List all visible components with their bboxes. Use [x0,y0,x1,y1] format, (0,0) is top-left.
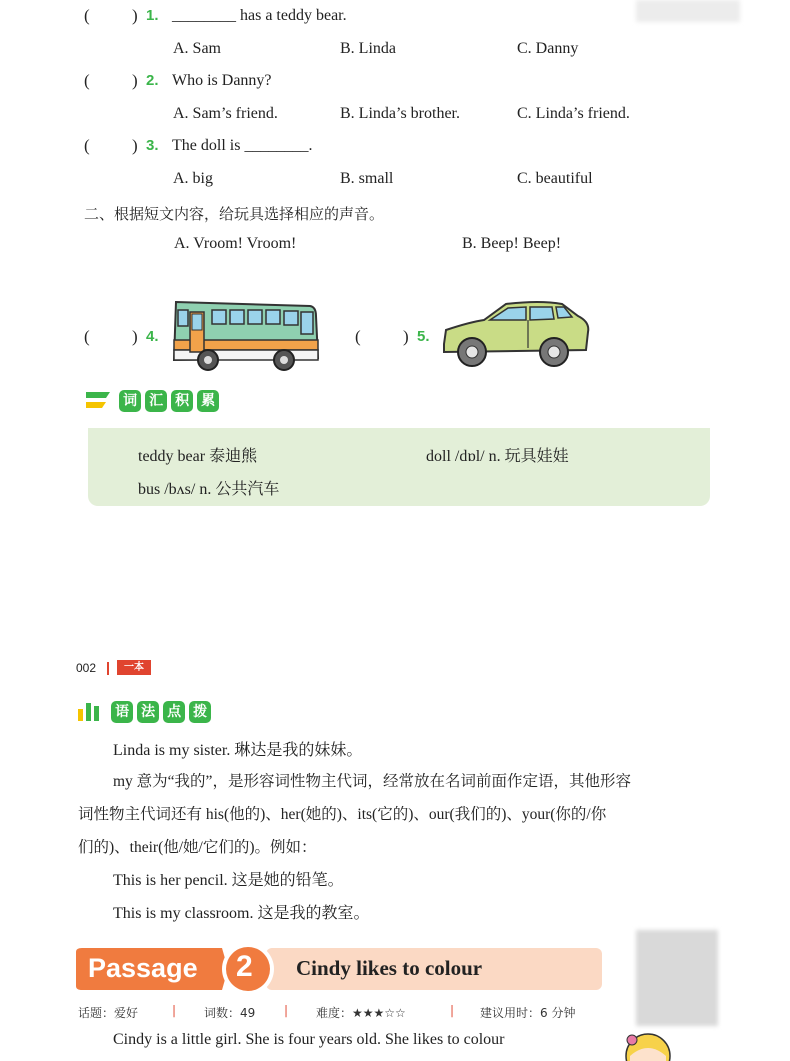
option-a: A. Sam [173,40,221,57]
question-number: 2. [146,72,159,89]
grammar-header-char: 法 [137,701,159,723]
bus-illustration [170,296,322,374]
grammar-header-char: 拨 [189,701,211,723]
grammar-line: Linda is my sister. 琳达是我的妹妹。 [113,742,363,759]
vocab-item: teddy bear 泰迪熊 [138,448,258,465]
vocab-stripes-icon [84,388,114,412]
girl-illustration [612,1026,678,1061]
passage-number: 2 [236,950,253,983]
question-number-4: 4. [146,328,159,345]
section-2-title: 二、根据短文内容，给玩具选择相应的声音。 [84,205,385,223]
vocab-item: doll /dɒl/ n. 玩具娃娃 [426,448,569,465]
answer-paren-open: ( [84,327,90,346]
page-divider [107,662,109,675]
passage-word-count: 词数：49 [204,1006,256,1020]
option-b: B. Linda’s brother. [340,105,460,122]
vocab-section-header [84,388,223,412]
answer-paren-open: ( [84,71,90,90]
car-illustration [440,298,592,372]
answer-paren-open: ( [84,6,90,25]
question-number: 3. [146,137,159,154]
vocab-header-char: 积 [171,390,193,412]
question-stem: ________ has a teddy bear. [172,7,347,24]
answer-paren-close: ) [132,136,138,155]
passage-text-line: Cindy is a little girl. She is four years old. She likes to colour [113,1031,505,1048]
grammar-line: my 意为“我的”，是形容词性物主代词，经常放在名词前面作定语，其他形容 [113,773,631,790]
answer-paren-close: ) [132,327,138,346]
answer-paren-open: ( [355,327,361,346]
grammar-line: This is her pencil. 这是她的铅笔。 [113,872,344,889]
grammar-line: 们的)、their(他/她/它们的)。例如： [78,839,317,856]
option-a: A. Sam’s friend. [173,105,278,122]
grammar-header-char: 点 [163,701,185,723]
question-number: 1. [146,7,159,24]
vocab-item: bus /bʌs/ n. 公共汽车 [138,481,280,498]
vocab-header-char: 词 [119,390,141,412]
question-stem: The doll is ________. [172,137,313,154]
question-2 [84,71,684,131]
passage-label: Passage [88,953,198,983]
question-3 [84,136,684,196]
option-a: A. big [173,170,213,187]
grammar-header-char: 语 [111,701,133,723]
answer-paren-close: ) [132,6,138,25]
answer-paren-close: ) [403,327,409,346]
sound-option-b: B. Beep! Beep! [462,235,562,252]
blurred-region-side [636,930,718,1026]
answer-paren-open: ( [84,136,90,155]
grammar-line: 词性物主代词还有 his(他的)、her(她的)、its(它的)、our(我们的)、your(你的/你 [78,806,607,823]
grammar-section-header [76,699,215,723]
answer-paren-close: ) [132,71,138,90]
passage-time: 建议用时：6 分钟 [480,1006,576,1020]
passage-title: Cindy likes to colour [296,956,483,980]
page-number: 002 [76,661,97,675]
meta-separator: | [284,1003,289,1017]
passage-difficulty: 难度：★★★☆☆ [316,1006,406,1020]
meta-separator: | [450,1003,455,1017]
question-1 [84,6,684,66]
brand-badge: 一本 [117,660,151,675]
vocab-header-char: 累 [197,390,219,412]
option-c: C. beautiful [517,170,593,187]
option-b: B. small [340,170,394,187]
question-number-5: 5. [417,328,430,345]
option-c: C. Linda’s friend. [517,105,630,122]
option-c: C. Danny [517,40,579,57]
meta-separator: | [172,1003,177,1017]
grammar-bars-icon [76,699,106,723]
sound-option-a: A. Vroom! Vroom! [174,235,297,252]
vocab-header-char: 汇 [145,390,167,412]
vocab-box [88,428,710,506]
grammar-line: This is my classroom. 这是我的教室。 [113,905,370,922]
passage-topic: 话题：爱好 [78,1006,139,1020]
option-b: B. Linda [340,40,396,57]
question-stem: Who is Danny? [172,72,272,89]
